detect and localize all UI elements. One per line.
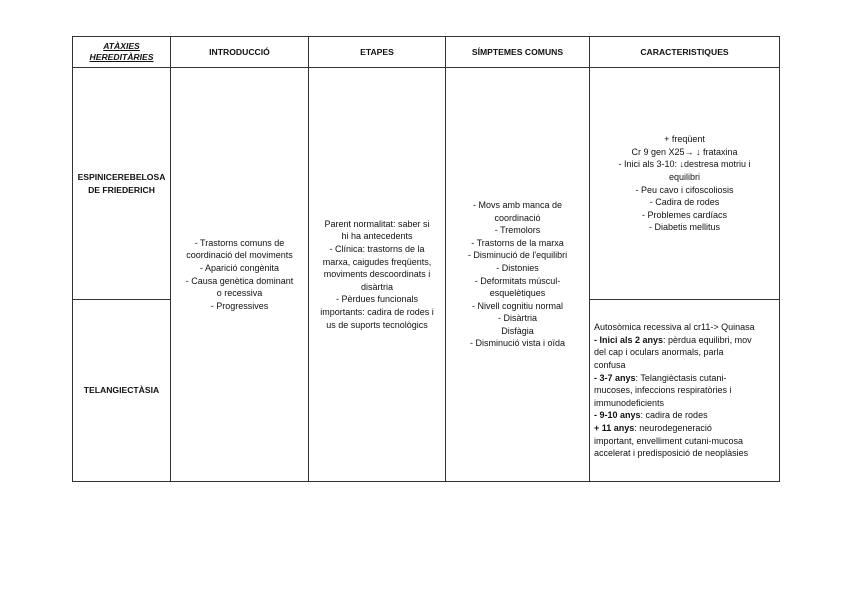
cell-line: - Progressives bbox=[210, 300, 269, 311]
telangiectasia-caracteristiques-cell bbox=[590, 300, 780, 482]
cell-line: - Inici als 3-10: ↓destresa motriu i bbox=[618, 159, 751, 170]
row-label-friedreich: ESPINICEREBELOSA DE FRIEDERICH bbox=[73, 68, 171, 300]
telangiectasia-line: Autosòmica recessiva al cr11-> Quinasa bbox=[594, 322, 755, 333]
cell-line: coordinació bbox=[494, 212, 541, 223]
telangiectasia-line: accelerat i predisposició de neoplàsies bbox=[594, 448, 749, 459]
cell-line: o recessiva bbox=[216, 288, 263, 299]
telangiectasia-line: - 9-10 anys: cadira de rodes bbox=[594, 410, 708, 421]
cell-line: - Problemes cardíacs bbox=[641, 209, 728, 220]
telangiectasia-line: - 3-7 anys: Telangièctasis cutani- bbox=[594, 372, 727, 383]
header-caracteristiques: CARACTERISTIQUES bbox=[590, 37, 780, 68]
cell-line: - Disminució vista i oïda bbox=[469, 338, 566, 349]
cell-line: - Peu cavo i cifoscoliosis bbox=[635, 184, 734, 195]
row-label-telangiectasia: TELANGIECTÀSIA bbox=[73, 300, 171, 482]
telangiectasia-line: mucoses, infeccions respiratòries i bbox=[594, 385, 732, 396]
cell-line: - Distonies bbox=[496, 262, 539, 273]
telangiectasia-line: confusa bbox=[594, 360, 626, 371]
cell-line: moviments descoordinats i bbox=[323, 269, 431, 280]
cell-line: + freqüent bbox=[664, 134, 705, 145]
telangiectasia-line: - Inici als 2 anys: pèrdua equilibri, mov bbox=[594, 334, 752, 345]
cell-line: coordinació del moviments bbox=[186, 250, 293, 261]
cell-line: - Disàrtria bbox=[497, 313, 537, 324]
cell-line: hi ha antecedents bbox=[341, 231, 413, 242]
cell-line: - Clínica: trastorns de la bbox=[329, 244, 425, 255]
cell-line: esquelètiques bbox=[489, 288, 546, 299]
cell-line: Cr 9 gen X25→ ↓ frataxina bbox=[631, 146, 738, 157]
telangiectasia-line: immunodeficients bbox=[594, 397, 665, 408]
header-ataxies: ATÀXIES HEREDITÀRIES bbox=[73, 37, 171, 68]
cell-line: - Tremolors bbox=[494, 225, 541, 236]
header-row bbox=[73, 37, 780, 68]
header-introduccio: INTRODUCCIÓ bbox=[171, 37, 309, 68]
telangiectasia-line: + 11 anys: neurodegeneració bbox=[594, 422, 712, 433]
introduccio-cell bbox=[171, 68, 309, 482]
cell-line: Disfàgia bbox=[501, 325, 534, 336]
cell-line: us de suports tecnològics bbox=[326, 319, 428, 330]
cell-line: - Aparició congènita bbox=[199, 262, 280, 273]
cell-line: - Trastorns comuns de bbox=[194, 237, 285, 248]
header-simptomes: SÍMPTEMES COMUNS bbox=[446, 37, 590, 68]
cell-line: marxa, caigudes freqüents, bbox=[322, 256, 432, 267]
cell-line: - Pèrdues funcionals bbox=[335, 294, 419, 305]
header-etapes: ETAPES bbox=[309, 37, 446, 68]
cell-line: - Diabetis mellitus bbox=[648, 222, 721, 233]
cell-line: - Causa genètica dominant bbox=[185, 275, 294, 286]
cell-line: - Nivell cognitiu normal bbox=[471, 300, 564, 311]
cell-line: - Movs amb manca de bbox=[472, 199, 563, 210]
hereditary-ataxias-table bbox=[72, 36, 780, 482]
cell-line: equilibri bbox=[668, 171, 701, 182]
telangiectasia-line: important, envelliment cutani-mucosa bbox=[594, 435, 744, 446]
cell-line: - Trastorns de la marxa bbox=[471, 237, 564, 248]
cell-line: importants: cadira de rodes i bbox=[320, 306, 434, 317]
cell-line: - Deformitats múscul- bbox=[474, 275, 561, 286]
simptomes-cell bbox=[446, 68, 590, 482]
cell-line: Parent normalitat: saber si bbox=[324, 218, 430, 229]
row-friedreich bbox=[73, 68, 780, 300]
friedreich-caracteristiques-cell bbox=[590, 68, 780, 300]
cell-line: - Cadira de rodes bbox=[649, 197, 720, 208]
etapes-cell bbox=[309, 68, 446, 482]
cell-line: - Disminució de l'equilibri bbox=[467, 250, 568, 261]
telangiectasia-line: del cap i oculars anormals, parla bbox=[594, 347, 724, 358]
cell-line: disàrtria bbox=[360, 281, 393, 292]
